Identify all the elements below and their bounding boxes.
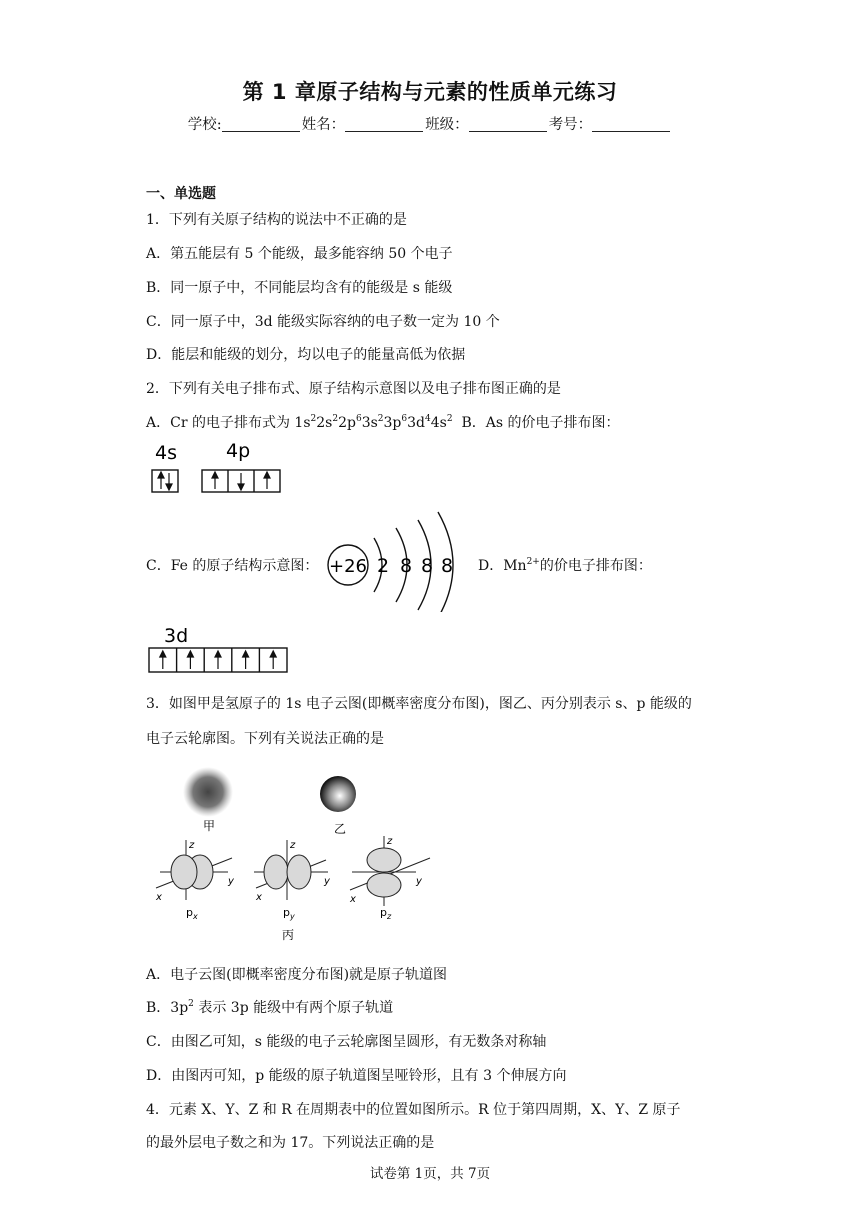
- q2-option-a-prefix: A．Cr 的电子排布式为: [146, 415, 295, 431]
- orbital-box-4s: [152, 470, 178, 492]
- q3-stem-line1: 3．如图甲是氢原子的 1s 电子云图(即概率密度分布图)，图乙、丙分别表示 s、p 能级的: [146, 696, 692, 712]
- mn-charge: 2+: [526, 557, 540, 567]
- name-label: 姓名：: [301, 117, 346, 133]
- py-axis-z: z: [290, 840, 296, 851]
- q2-option-c-text: C．Fe 的原子结构示意图：: [146, 558, 319, 574]
- q1-option-d: D．能层和能级的划分，均以电子的能量高低为依据: [146, 347, 466, 363]
- fe-atomic-structure-diagram: [324, 508, 460, 612]
- shell-2-count: 8: [399, 555, 413, 577]
- page-title: 第 1 章原子结构与元素的性质单元练习: [242, 80, 618, 104]
- cr-electron-configuration: $1s^22s^22p^63s^23p^63d^44s^2$: [294, 414, 453, 431]
- q3-option-d: D．由图丙可知，p 能级的原子轨道图呈哑铃形，且有 3 个伸展方向: [146, 1068, 567, 1084]
- label-jia: 甲: [203, 819, 216, 833]
- shell-1-count: 2: [376, 555, 390, 577]
- section-title: 一、单选题: [146, 186, 216, 202]
- hydrogen-1s-cloud: [183, 767, 233, 817]
- label-bing: 丙: [282, 928, 295, 942]
- q1-option-c: C．同一原子中，3d 能级实际容纳的电子数一定为 10 个: [146, 314, 500, 330]
- label-pz: $p_z$: [380, 906, 392, 921]
- px-axis-y: y: [228, 876, 234, 887]
- shell-4-count: 8: [440, 555, 454, 577]
- q2-option-b-text: B．As 的价电子排布图：: [461, 415, 620, 431]
- orbital-3d-label: 3d: [164, 625, 189, 647]
- q2-option-d-prefix: D．Mn: [478, 558, 527, 574]
- pz-axis-z: z: [387, 836, 393, 847]
- class-blank: [469, 117, 547, 132]
- school-blank: [222, 117, 300, 132]
- electron-cloud-figure: [146, 762, 446, 944]
- q2-stem: 2．下列有关电子排布式、原子结构示意图以及电子排布图正确的是: [146, 381, 561, 397]
- q3-stem-line2: 电子云轮廓图。下列有关说法正确的是: [146, 731, 384, 747]
- q1-option-b: B．同一原子中，不同能层均含有的能级是 s 能级: [146, 280, 453, 296]
- orbital-4s-label: 4s: [155, 442, 177, 464]
- label-py: $p_y$: [283, 906, 295, 921]
- s-orbital-sphere: [320, 776, 356, 812]
- q2-option-d-text: [478, 555, 652, 575]
- q1-option-a: A．第五能层有 5 个能级，最多能容纳 50 个电子: [146, 246, 453, 262]
- number-label: 考号：: [548, 117, 593, 133]
- q4-stem-line1: 4．元素 X、Y、Z 和 R 在周期表中的位置如图所示。R 位于第四周期，X、Y、Z 原子: [146, 1102, 681, 1118]
- mn-orbital-diagram: [146, 622, 292, 676]
- q3-option-b: B．$3p^2$ 表示 3p 能级中有两个原子轨道: [146, 999, 394, 1016]
- px-axis-z: z: [189, 840, 195, 851]
- nucleus-charge: +26: [329, 556, 367, 577]
- electron-arrows-as: [158, 472, 270, 490]
- q1-stem: 1．下列有关原子结构的说法中不正确的是: [146, 212, 407, 228]
- as-orbital-diagram: [146, 440, 288, 496]
- pz-axis-x: x: [350, 894, 356, 905]
- py-axis-y: y: [324, 876, 330, 887]
- pz-axis-y: y: [416, 876, 422, 887]
- shell-3-count: 8: [420, 555, 434, 577]
- student-info-line: [0, 113, 860, 134]
- page-footer: 试卷第 1页，共 7页: [369, 1166, 491, 1182]
- label-yi: 乙: [334, 822, 347, 836]
- number-blank: [592, 117, 670, 132]
- px-axis-x: x: [156, 892, 162, 903]
- q2-option-d-rest: 的价电子排布图：: [539, 558, 652, 574]
- q3-option-a: A．电子云图(即概率密度分布图)就是原子轨道图: [146, 967, 448, 983]
- class-label: 班级：: [425, 117, 469, 133]
- label-px: $p_x$: [186, 906, 198, 921]
- name-blank: [345, 117, 423, 132]
- school-label: 学校:: [187, 117, 222, 133]
- q4-stem-line2: 的最外层电子数之和为 17。下列说法正确的是: [146, 1135, 435, 1151]
- py-axis-x: x: [256, 892, 262, 903]
- q2-option-a-line: [146, 412, 620, 432]
- orbital-4p-label: 4p: [226, 440, 251, 462]
- q3-option-c: C．由图乙可知，s 能级的电子云轮廓图呈圆形，有无数条对称轴: [146, 1034, 547, 1050]
